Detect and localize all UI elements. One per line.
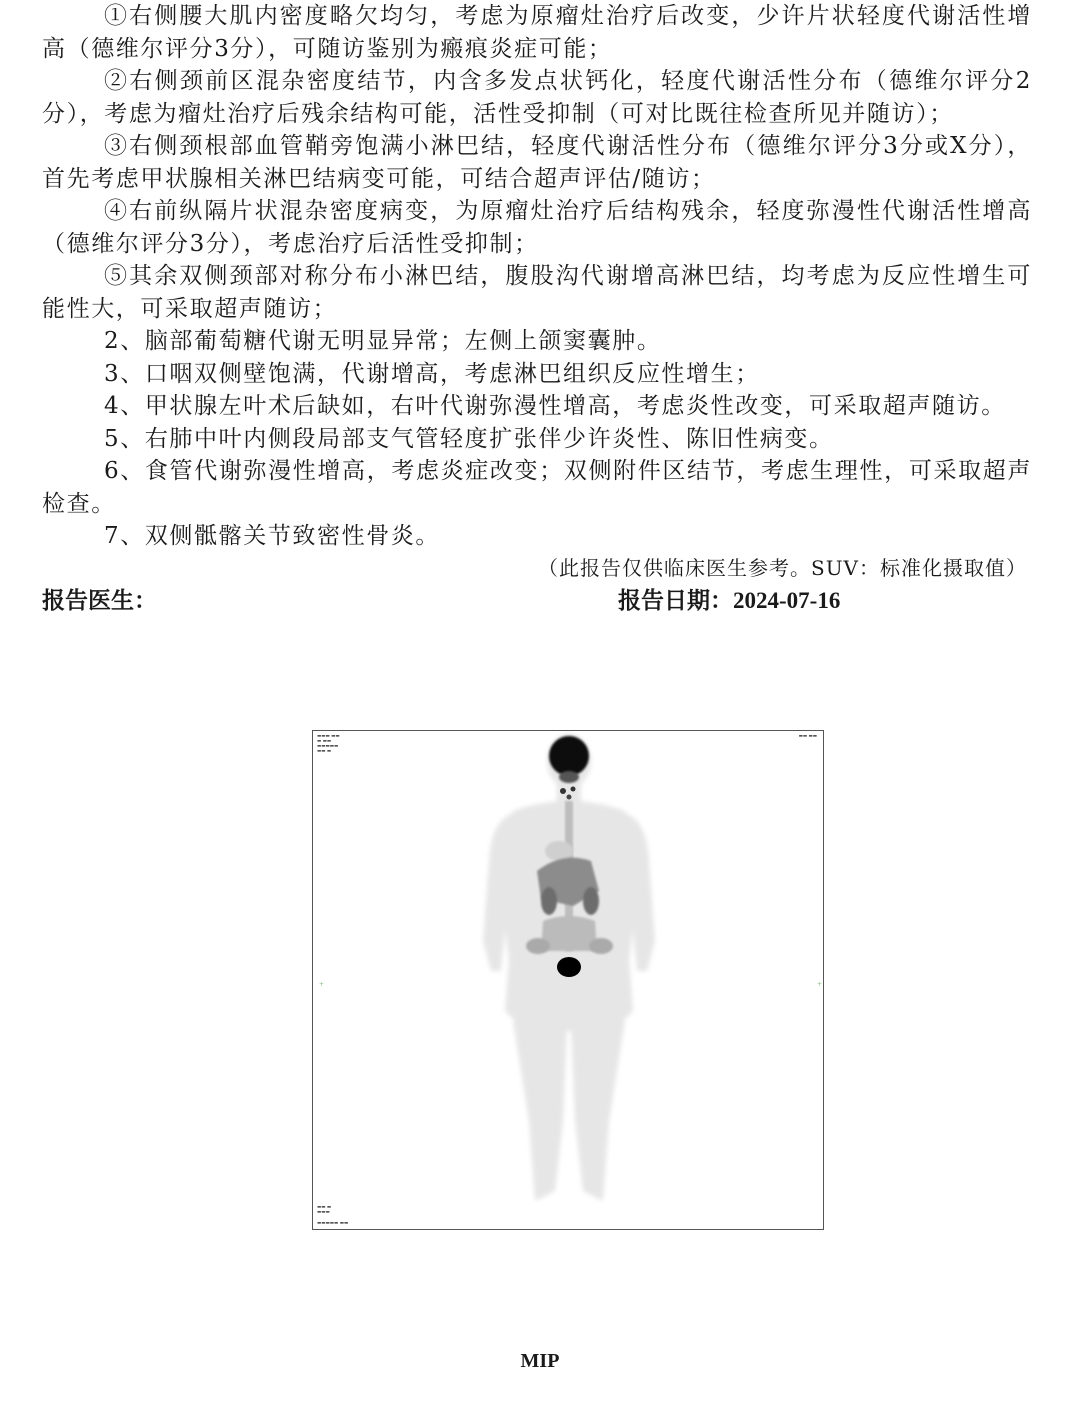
report-disclaimer: （此报告仅供临床医生参考。SUV：标准化摄取值） <box>538 556 1027 580</box>
doctor-label: 报告医生： <box>42 587 157 614</box>
finding-item: ③右侧颈根部血管鞘旁饱满小淋巴结，轻度代谢活性分布（德维尔评分3分或X分），首先考虑甲状腺相关淋巴结病变可能，可结合超声评估/随访； <box>42 133 1032 192</box>
finding-item: ②右侧颈前区混杂密度结节，内含多发点状钙化，轻度代谢活性分布（德维尔评分2分），考虑为瘤灶治疗后残余结构可能，活性受抑制（可对比既往检查所见并随访）； <box>42 68 1032 127</box>
body-scan-figure <box>313 731 824 1230</box>
finding-item: ①右侧腰大肌内密度略欠均匀，考虑为原瘤灶治疗后改变，少许片状轻度代谢活性增高（德维尔评分3分），可随访鉴别为瘢痕炎症可能； <box>42 3 1032 62</box>
finding-item: ⑤其余双侧颈部对称分布小淋巴结，腹股沟代谢增高淋巴结，均考虑为反应性增生可能性大，可采取超声随访； <box>42 263 1032 322</box>
findings-section <box>42 0 1032 553</box>
mip-image <box>312 730 824 1230</box>
scan-header-text-right: ▬▬ ▬▬ <box>798 734 817 739</box>
svg-text:+: + <box>319 981 325 988</box>
finding-item: 5、右肺中叶内侧段局部支气管轻度扩张伴少许炎性、陈旧性病变。 <box>104 425 834 452</box>
finding-item: 4、甲状腺左叶术后缺如，右叶代谢弥漫性增高，考虑炎性改变，可采取超声随访。 <box>104 393 1006 419</box>
report-doctor <box>42 582 157 615</box>
scan-footer-label: ▬▬▬▬▬ ▬▬ <box>317 1221 349 1226</box>
finding-item: 7、双侧骶髂关节致密性骨炎。 <box>104 523 441 549</box>
svg-text:+: + <box>817 981 823 988</box>
scan-header-text-left: ▬▬▬ ▬▬ ▬ ▬▬ ▬▬▬▬▬ ▬▬ ▬ <box>317 734 340 754</box>
brain-uptake <box>549 736 589 776</box>
date-label: 报告日期： <box>618 587 733 614</box>
finding-item: 3、口咽双侧壁饱满，代谢增高，考虑淋巴组织反应性增生； <box>104 360 760 387</box>
date-value: 2024-07-16 <box>733 588 841 613</box>
report-date <box>618 582 840 615</box>
finding-item: ④右前纵隔片状混杂密度病变，为原瘤灶治疗后结构残余，轻度弥漫性代谢活性增高（德维尔评分3分），考虑治疗后活性受抑制； <box>42 198 1032 257</box>
scan-footer-text: ▬▬ ▬ ▬▬▬ <box>317 1205 332 1215</box>
finding-item: 6、食管代谢弥漫性增高，考虑炎症改变；双侧附件区结节，考虑生理性，可采取超声检查。 <box>42 458 1032 517</box>
finding-item: 2、脑部葡萄糖代谢无明显异常；左侧上颌窦囊肿。 <box>104 328 662 354</box>
image-caption: MIP <box>520 1350 560 1372</box>
bladder-uptake <box>557 957 581 977</box>
